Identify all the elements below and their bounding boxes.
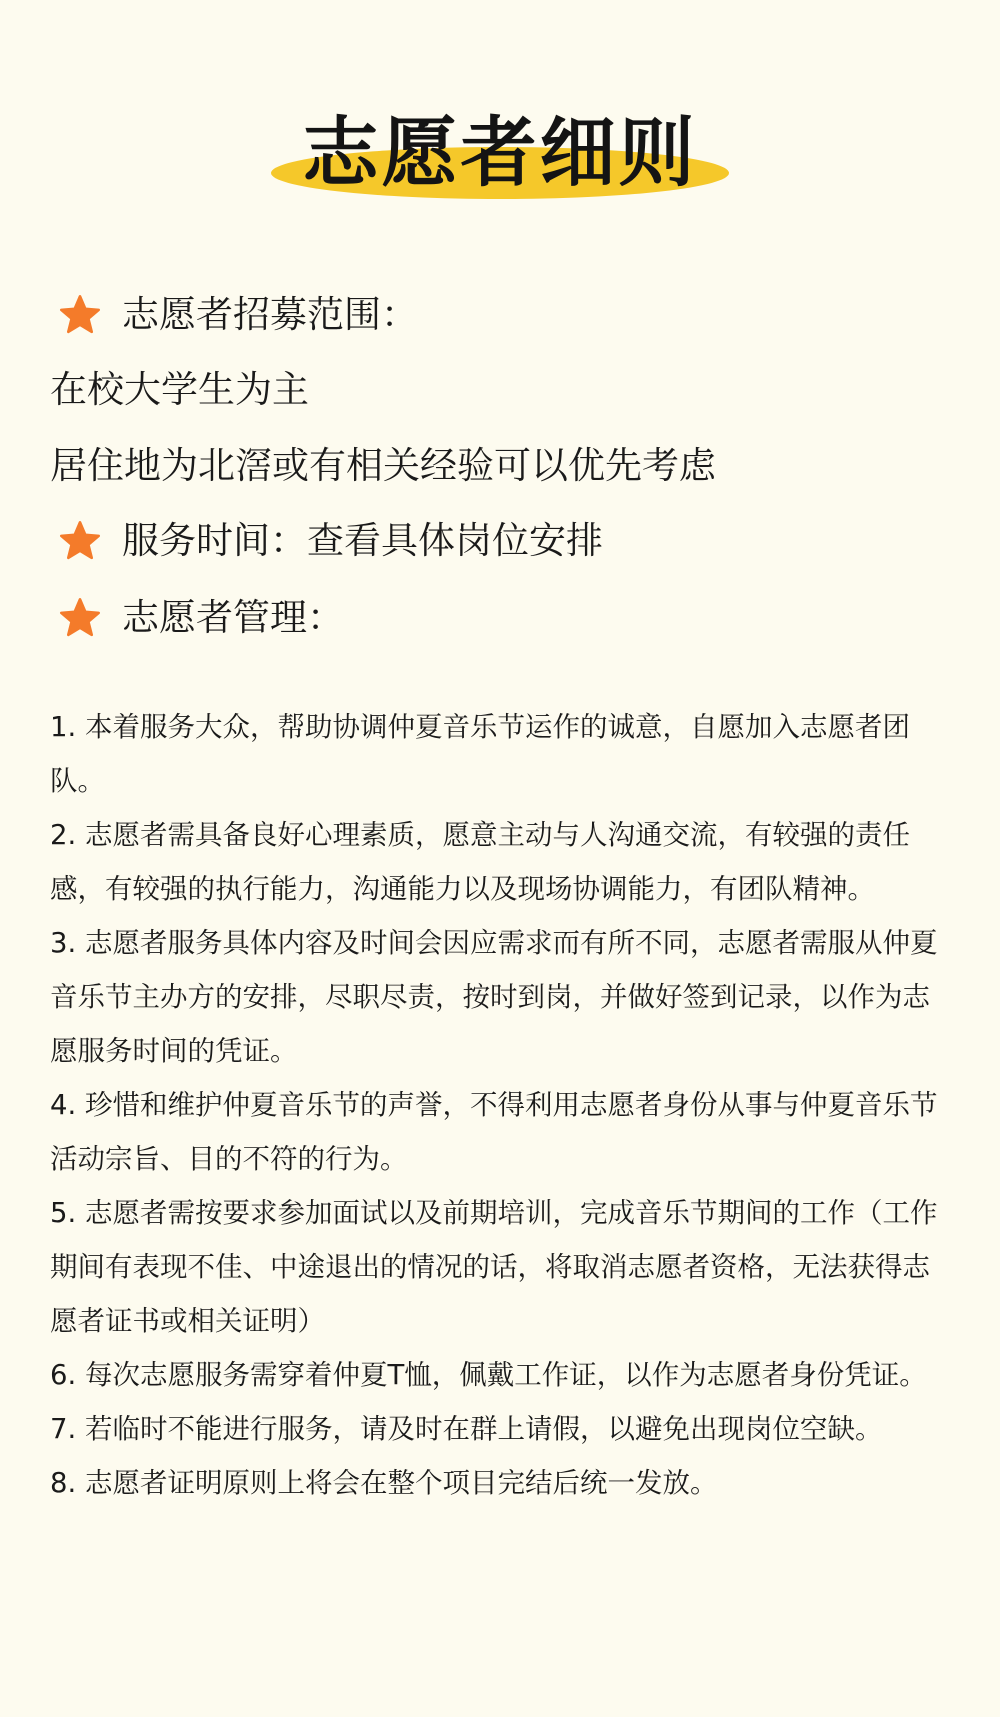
rule-item: 2. 志愿者需具备良好心理素质，愿意主动与人沟通交流，有较强的责任感，有较强的执行能力，沟通能力以及现场协调能力，有团队精神。 (50, 819, 910, 905)
service-time: 服务时间：查看具体岗位安排 (122, 519, 603, 562)
rule-item: 3. 志愿者服务具体内容及时间会因应需求而有所不同，志愿者需服从仲夏音乐节主办方的安排，尽职尽责，按时到岗，并做好签到记录，以作为志愿服务时间的凭证。 (50, 927, 938, 1067)
service-time-line (58, 511, 603, 571)
star-icon (58, 293, 102, 337)
rules-list (50, 700, 950, 1510)
rule-item: 7. 若临时不能进行服务，请及时在群上请假，以避免出现岗位空缺。 (50, 1413, 883, 1445)
recruit-heading-line (58, 285, 418, 345)
page-title: 志愿者细则 (302, 108, 698, 197)
management-heading-line (58, 588, 344, 648)
recruit-line-1: 在校大学生为主 (50, 368, 309, 411)
title-block (0, 95, 1000, 215)
star-icon (58, 519, 102, 563)
recruit-heading: 志愿者招募范围： (122, 293, 418, 336)
star-icon (58, 596, 102, 640)
rule-item: 5. 志愿者需按要求参加面试以及前期培训，完成音乐节期间的工作（工作期间有表现不佳、中途退出的情况的话，将取消志愿者资格，无法获得志愿者证书或相关证明） (50, 1197, 938, 1337)
management-heading: 志愿者管理： (122, 596, 344, 639)
rule-item: 4. 珍惜和维护仲夏音乐节的声誉，不得利用志愿者身份从事与仲夏音乐节活动宗旨、目的不符的行为。 (50, 1089, 938, 1175)
rule-item: 8. 志愿者证明原则上将会在整个项目完结后统一发放。 (50, 1467, 718, 1499)
recruit-line-2: 居住地为北滘或有相关经验可以优先考虑 (50, 444, 716, 487)
rule-item: 1. 本着服务大众，帮助协调仲夏音乐节运作的诚意，自愿加入志愿者团队。 (50, 711, 910, 797)
rule-item: 6. 每次志愿服务需穿着仲夏T恤，佩戴工作证，以作为志愿者身份凭证。 (50, 1359, 927, 1391)
